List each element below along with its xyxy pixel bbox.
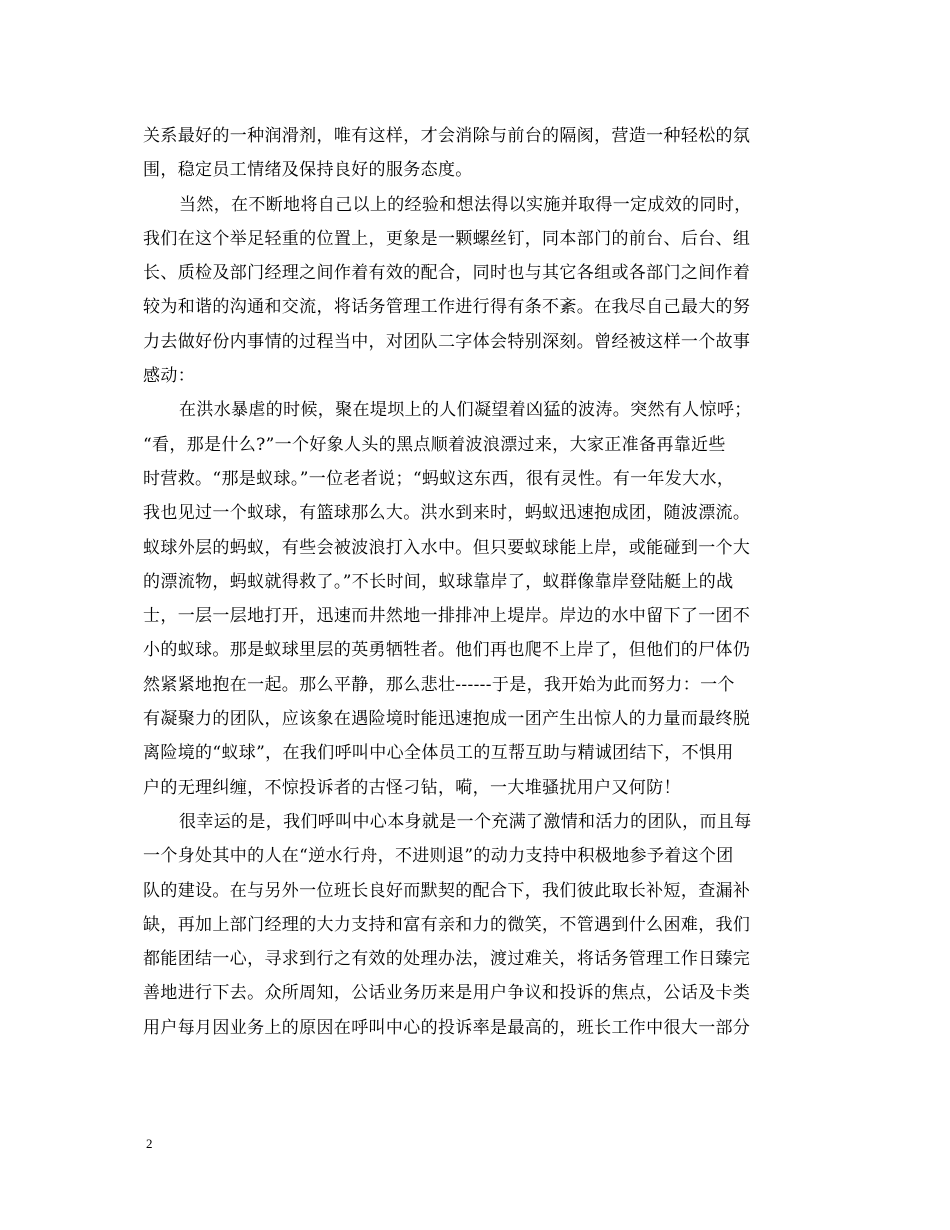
- text-line: 在洪水暴虐的时候，聚在堤坝上的人们凝望着凶猛的波涛。突然有人惊呼；: [179, 400, 752, 421]
- text-line: 当然，在不断地将自己以上的经验和想法得以实施并取得一定成效的同时，: [179, 194, 752, 215]
- text-line: 较为和谐的沟通和交流，将话务管理工作进行得有条不紊。在我尽自己最大的努: [143, 297, 751, 318]
- text-line: 时营救。“那是蚁球。”一位老者说；“蚂蚁这东西，很有灵性。有一年发大水，: [143, 468, 735, 489]
- text-line: 关系最好的一种润滑剂，唯有这样，才会消除与前台的隔阂，营造一种轻松的氛: [143, 126, 751, 146]
- text-line: 缺，再加上部门经理的大力支持和富有亲和力的微笑，不管遇到什么困难，我们: [143, 914, 751, 935]
- text-line: 力去做好份内事情的过程当中，对团队二字体会特别深刻。曾经被这样一个故事: [143, 331, 751, 352]
- text-line: 感动：: [143, 366, 196, 387]
- text-line: 然紧紧地抱在一起。那么平静，那么悲壮------于是，我开始为此而努力：一个: [143, 674, 735, 695]
- body-text: [143, 119, 809, 1045]
- text-line: 队的建设。在与另外一位班长良好而默契的配合下，我们彼此取长补短，查漏补: [143, 880, 751, 901]
- text-line: “看，那是什么?”一个好象人头的黑点顺着波浪漂过来，大家正准备再靠近些: [143, 434, 726, 455]
- text-line: 都能团结一心，寻求到行之有效的处理办法，渡过难关，将话务管理工作日臻完: [143, 949, 751, 970]
- text-line: 蚁球外层的蚂蚁，有些会被波浪打入水中。但只要蚁球能上岸，或能碰到一个大: [143, 537, 751, 558]
- text-line: 长、质检及部门经理之间作着有效的配合，同时也与其它各组或各部门之间作着: [143, 263, 751, 284]
- text-line: 离险境的“蚁球”，在我们呼叫中心全体员工的互帮互助与精诚团结下，不惧用: [143, 743, 734, 764]
- text-line: 有凝聚力的团队，应该象在遇险境时能迅速抱成一团产生出惊人的力量而最终脱: [143, 709, 751, 730]
- text-line: 户的无理纠缠，不惊投诉者的古怪刁钻，嗬，一大堆骚扰用户又何防！: [143, 777, 681, 798]
- text-line: 小的蚁球。那是蚁球里层的英勇牺牲者。他们再也爬不上岸了，但他们的尸体仍: [143, 640, 751, 661]
- page-number: 2: [146, 1136, 153, 1151]
- text-line: 用户每月因业务上的原因在呼叫中心的投诉率是最高的，班长工作中很大一部分: [143, 1017, 751, 1038]
- text-line: 的漂流物，蚂蚁就得救了。”不长时间，蚁球靠岸了，蚁群像靠岸登陆艇上的战: [143, 571, 734, 592]
- text-line: 善地进行下去。众所周知，公话业务历来是用户争议和投诉的焦点，公话及卡类: [143, 983, 751, 1004]
- text-line: 我也见过一个蚁球，有篮球那么大。洪水到来时，蚂蚁迅速抱成团，随波漂流。: [143, 503, 751, 524]
- text-line: 我们在这个举足轻重的位置上，更象是一颗螺丝钉，同本部门的前台、后台、组: [143, 228, 751, 249]
- text-line: 士，一层一层地打开，迅速而井然地一排排冲上堤岸。岸边的水中留下了一团不: [143, 606, 751, 627]
- text-line: 围，稳定员工情绪及保持良好的服务态度。: [143, 160, 473, 181]
- text-line: 一个身处其中的人在“逆水行舟，不进则退”的动力支持中积极地参予着这个团: [143, 846, 734, 867]
- text-line: 很幸运的是，我们呼叫中心本身就是一个充满了激情和活力的团队，而且每: [179, 811, 752, 832]
